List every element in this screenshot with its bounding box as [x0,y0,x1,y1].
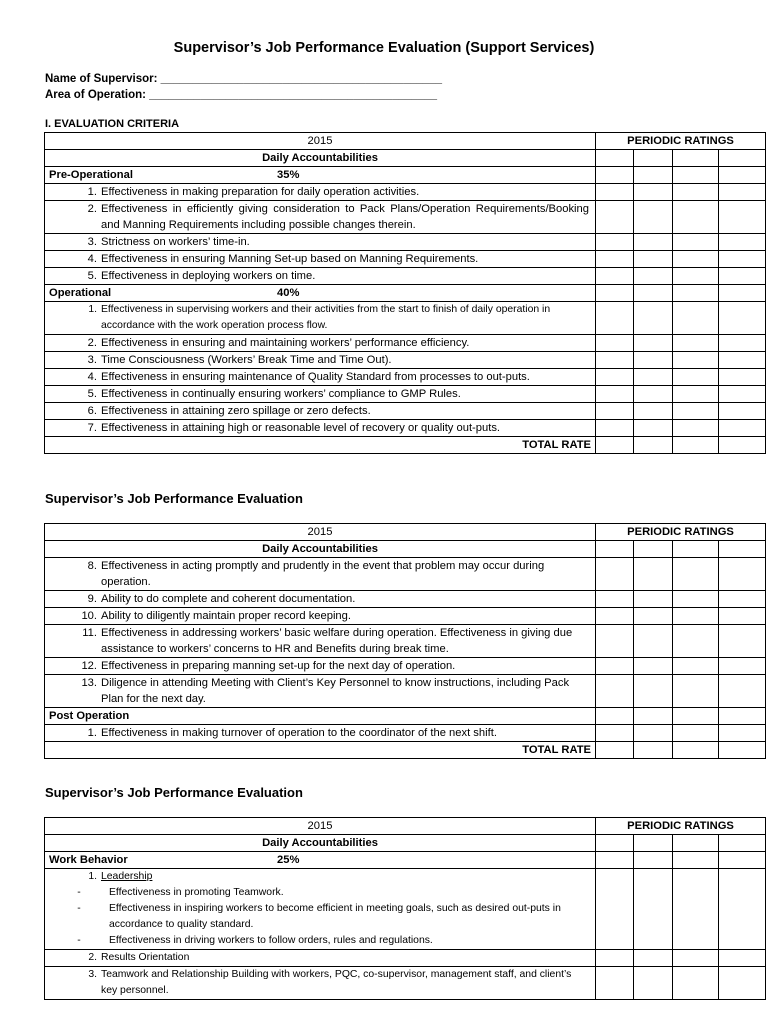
item-number: 6. [87,405,97,417]
item-text: Effectiveness in efficiently giving consideration to Pack Plans/Operation Requirements/Booking and Manning Requirements including possible changes therein. [101,203,589,231]
rating-cell[interactable] [719,558,766,591]
total-cell[interactable] [596,437,634,454]
table-row [45,251,766,268]
evaluation-table-3 [44,817,766,1000]
section-subtitle: Supervisor’s Job Performance Evaluation [45,785,303,800]
rating-cell[interactable] [596,675,634,708]
rating-cell[interactable] [673,675,719,708]
rating-cell[interactable] [634,302,673,335]
rating-cell[interactable] [673,403,719,420]
total-cell[interactable] [634,437,673,454]
supervisor-name-field[interactable]: Name of Supervisor: ____________________________________________ [45,73,443,85]
rating-cell[interactable] [719,420,766,437]
rating-cell[interactable] [634,967,673,1000]
rating-cell[interactable] [719,369,766,386]
rating-cell[interactable] [596,950,634,967]
category-label: Operational [49,287,112,299]
rating-cell[interactable] [673,352,719,369]
rating-cell[interactable] [634,201,673,234]
year-header: 2015 [45,524,596,541]
rating-cell[interactable] [719,184,766,201]
table-row [45,184,766,201]
item-text: Effectiveness in making preparation for daily operation activities. [101,186,420,198]
category-label: Post Operation [49,710,130,722]
periodic-ratings-header: PERIODIC RATINGS [596,133,766,150]
total-cell[interactable] [673,742,719,759]
rating-cell[interactable] [673,335,719,352]
item-number: 7. [87,422,97,434]
bullet-dash: - [77,935,81,946]
evaluation-table-1 [44,132,766,454]
rating-cell[interactable] [673,251,719,268]
rating-cell[interactable] [719,268,766,285]
item-text: Time Consciousness (Workers’ Break Time and Time Out). [101,354,392,366]
table-row [45,201,766,234]
rating-cell[interactable] [634,869,673,950]
table-row [45,369,766,386]
rating-cell[interactable] [634,950,673,967]
rating-cell[interactable] [673,869,719,950]
table-row [45,386,766,403]
section-subtitle: Supervisor’s Job Performance Evaluation [45,491,303,506]
item-number: 3. [87,354,97,366]
rating-cell[interactable] [673,420,719,437]
rating-cell[interactable] [596,184,634,201]
rating-cell[interactable] [634,251,673,268]
item-number: 8. [87,560,97,572]
rating-cell[interactable] [673,950,719,967]
item-text: Effectiveness in ensuring maintenance of Quality Standard from processes to out-puts. [101,371,530,383]
item-number: 11. [82,627,97,639]
rating-cell[interactable] [673,234,719,251]
table-row [45,869,766,950]
total-cell[interactable] [673,437,719,454]
rating-cell[interactable] [719,967,766,1000]
rating-cell[interactable] [596,234,634,251]
rating-cell[interactable] [596,658,634,675]
item-text: Effectiveness in making turnover of operation to the coordinator of the next shift. [101,727,497,739]
rating-cell[interactable] [596,403,634,420]
total-rate-label: TOTAL RATE [45,437,596,454]
category-row [45,167,596,184]
table-row [45,591,766,608]
total-rate-label: TOTAL RATE [45,742,596,759]
area-of-operation-field[interactable]: Area of Operation: _____________________________________________ [45,89,437,101]
rating-cell[interactable] [596,420,634,437]
rating-cell[interactable] [719,869,766,950]
table-row [45,420,766,437]
rating-cell[interactable] [673,201,719,234]
total-cell[interactable] [719,742,766,759]
item-text: Teamwork and Relationship Building with workers, PQC, co-supervisor, management staff, and client’s key personnel. [101,969,572,996]
periodic-ratings-header: PERIODIC RATINGS [596,524,766,541]
item-text: Effectiveness in addressing workers’ basic welfare during operation. Effectiveness in giving due assistance to workers’ concerns to HR and Benefits during break time. [101,627,573,655]
rating-cell[interactable] [719,386,766,403]
rating-cell[interactable] [596,386,634,403]
item-number: 4. [87,253,97,265]
rating-cell[interactable] [634,558,673,591]
table-row [45,625,766,658]
table-row [45,558,766,591]
item-number: 1. [88,304,97,315]
rating-cell[interactable] [634,386,673,403]
rating-cell[interactable] [634,591,673,608]
rating-cell[interactable] [634,335,673,352]
item-number: 10. [81,610,97,622]
bullet-dash: - [77,903,81,914]
bullet-dash: - [77,887,81,898]
rating-cell[interactable] [634,268,673,285]
item-text: Diligence in attending Meeting with Client’s Key Personnel to know instructions, including Pack Plan for the next day. [101,677,570,705]
item-text: Effectiveness in preparing manning set-up for the next day of operation. [101,660,456,672]
rating-cell[interactable] [719,335,766,352]
rating-cell[interactable] [634,675,673,708]
rating-cell[interactable] [634,625,673,658]
item-number: 1. [87,727,97,739]
rating-cell[interactable] [596,369,634,386]
item-number: 13. [81,677,97,689]
category-row [45,708,596,725]
rating-cell[interactable] [634,184,673,201]
table-row [45,675,766,708]
item-text: Ability to do complete and coherent documentation. [101,593,356,605]
table-row [45,725,766,742]
category-label: Work Behavior [49,854,128,866]
daily-accountabilities-header: Daily Accountabilities [45,835,596,852]
total-cell[interactable] [634,742,673,759]
rating-cell[interactable] [596,967,634,1000]
rating-cell[interactable] [596,625,634,658]
item-number: 2. [87,337,97,349]
item-text: Leadership [101,871,153,882]
category-label: Pre-Operational [49,169,133,181]
evaluation-table-2 [44,523,766,759]
category-row [45,285,596,302]
rating-cell[interactable] [634,352,673,369]
rating-cell[interactable] [719,201,766,234]
total-cell[interactable] [596,742,634,759]
rating-cell[interactable] [719,608,766,625]
item-number: 9. [87,593,97,605]
periodic-ratings-header: PERIODIC RATINGS [596,818,766,835]
total-cell[interactable] [719,437,766,454]
table-row [45,234,766,251]
rating-cell[interactable] [673,268,719,285]
sub-item-text: Effectiveness in driving workers to follow orders, rules and regulations. [109,935,433,946]
rating-cell[interactable] [673,725,719,742]
rating-cell[interactable] [596,608,634,625]
rating-cell[interactable] [634,658,673,675]
item-number: 3. [87,236,97,248]
rating-cell[interactable] [634,420,673,437]
item-text: Effectiveness in ensuring Manning Set-up based on Manning Requirements. [101,253,479,265]
section-heading: I. EVALUATION CRITERIA [45,118,180,130]
daily-accountabilities-header: Daily Accountabilities [45,541,596,558]
rating-cell[interactable] [719,352,766,369]
table-row [45,335,766,352]
category-weight: 40% [277,287,300,299]
rating-cell[interactable] [673,625,719,658]
table-row [45,352,766,369]
item-number: 5. [87,388,97,400]
item-text: Effectiveness in deploying workers on time. [101,270,316,282]
rating-cell[interactable] [673,558,719,591]
rating-cell[interactable] [673,386,719,403]
rating-cell[interactable] [673,658,719,675]
item-number: 3. [88,969,97,980]
category-row [45,852,596,869]
rating-cell[interactable] [596,251,634,268]
rating-cell[interactable] [634,234,673,251]
item-number: 1. [88,871,97,882]
rating-cell[interactable] [596,558,634,591]
category-weight: 35% [277,169,300,181]
rating-cell[interactable] [673,967,719,1000]
item-text: Effectiveness in acting promptly and prudently in the event that problem may occur during operation. [101,560,545,588]
rating-cell[interactable] [596,268,634,285]
rating-cell[interactable] [673,184,719,201]
year-header: 2015 [45,818,596,835]
rating-cell[interactable] [634,725,673,742]
rating-cell[interactable] [596,591,634,608]
item-text: Results Orientation [101,952,190,963]
sub-item-text: Effectiveness in inspiring workers to become efficient in meeting goals, such as desired out-puts in accordance to quality standard. [109,903,561,930]
year-header: 2015 [45,133,596,150]
table-row [45,268,766,285]
rating-cell[interactable] [719,251,766,268]
item-text: Effectiveness in attaining zero spillage or zero defects. [101,405,371,417]
rating-cell[interactable] [634,403,673,420]
rating-cell[interactable] [719,403,766,420]
rating-cell[interactable] [634,369,673,386]
rating-cell[interactable] [719,950,766,967]
category-weight: 25% [277,854,300,866]
item-number: 5. [87,270,97,282]
daily-accountabilities-header: Daily Accountabilities [45,150,596,167]
item-text: Effectiveness in attaining high or reasonable level of recovery or quality out-puts. [101,422,501,434]
rating-cell[interactable] [719,625,766,658]
sub-item-text: Effectiveness in promoting Teamwork. [109,887,284,898]
page-title: Supervisor’s Job Performance Evaluation (Support Services) [173,40,595,56]
rating-cell[interactable] [596,352,634,369]
rating-cell[interactable] [719,725,766,742]
rating-cell[interactable] [719,302,766,335]
item-text: Strictness on workers’ time-in. [101,236,250,248]
item-number: 2. [88,952,97,963]
rating-cell[interactable] [719,234,766,251]
rating-cell[interactable] [719,675,766,708]
table-row [45,950,766,967]
table-row [45,608,766,625]
rating-cell[interactable] [673,608,719,625]
item-number: 12. [81,660,97,672]
item-text: Effectiveness in continually ensuring workers’ compliance to GMP Rules. [101,388,461,400]
table-row [45,658,766,675]
rating-cell[interactable] [673,591,719,608]
rating-cell[interactable] [719,591,766,608]
rating-cell[interactable] [596,201,634,234]
item-number: 2. [87,203,97,215]
rating-cell[interactable] [596,725,634,742]
rating-cell[interactable] [719,658,766,675]
table-row [45,403,766,420]
rating-cell[interactable] [673,302,719,335]
rating-cell[interactable] [673,369,719,386]
item-text: Effectiveness in supervising workers and their activities from the start to finish of daily operation in accordance with the work operation process flow. [101,304,551,331]
table-row [45,967,766,1000]
rating-cell[interactable] [596,335,634,352]
rating-cell[interactable] [634,608,673,625]
rating-cell[interactable] [596,869,634,950]
rating-cell[interactable] [596,302,634,335]
item-number: 4. [87,371,97,383]
item-number: 1. [87,186,97,198]
table-row [45,302,766,335]
item-text: Effectiveness in ensuring and maintaining workers’ performance efficiency. [101,337,470,349]
item-text: Ability to diligently maintain proper record keeping. [101,610,351,622]
